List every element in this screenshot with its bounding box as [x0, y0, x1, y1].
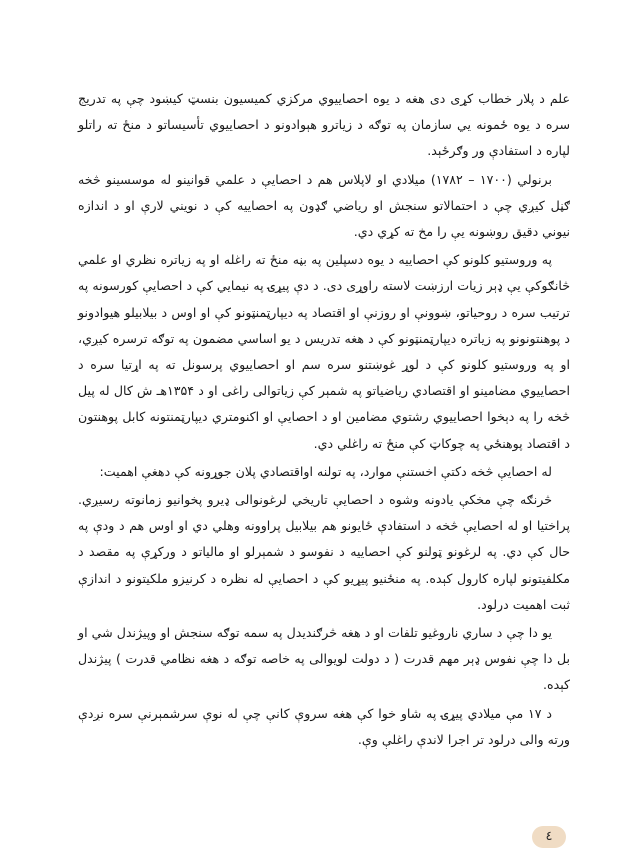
- paragraph-4-heading: له احصایې څخه دکتې اخستنې موارد، په تولنه اواقتصادي پلان جوړونه کې دهغې اهمیت:: [99, 463, 552, 479]
- page-number: ٤: [532, 826, 566, 848]
- paragraph-6: یو دا چې د ساري ناروغیو تلفات او د هغه څرګندیدل په سمه توګه سنجش او وپیژندل شي او بل دا چې نفوس ډېر مهم قدرت ( د دولت لویوالی په خاصه توګه د هغه نظامي قدرت ) پیژندل کېده.: [78, 625, 570, 693]
- paragraph-3: په وروستیو کلونو کې احصاییه د یوه دسپلین په بڼه منځ ته راغله او په زیاتره نظري او علمي څانګوکې یې ډېر زیات ارزښت لاسته راوړی دی. د دې پیړۍ په نیمایي کې د احصایې کورسونه په ترتیب سره د روحیاتو، ښوونې او روزنې او اقتصاد په دیپارټمنټونو کې او اوس د بیلابیلو هیوادونو د پوهنتونونو په زیاتره دیپارټمنټونو کې د هغه تدریس د یو اساسي مضمون په توګه ترسره کیږي، او په وروستیو کلونو کې د لوړ غوښتنو سره سم او احصاییوي پرسونل ته په اړتیا سره د احصاییوي مضامینو او اقتصادي ریاضیاتو په شمېر کې زیاتوالی راغی او د ۱۳۵۴هـ ش کال له پیل څخه را په دېخوا احصاییوي رشتوي مضامین او د احصایې او اکنومتري دیپارټمنتونه کابل پوهنتون د اقتصاد پوهنځي په چوکاټ کې منځ ته راغلي دي.: [78, 252, 570, 451]
- paragraph-2: برنولي (۱۷۰۰ – ۱۷۸۲) میلادي او لاپلاس هم د احصایې د علمي قوانینو له موسسینو څخه ګڼل کیږي چې د احتمالاتو سنجش او ریاضي ګډون په احصاییه کې د نویني لارې او د اندازه نیوني دقیق روښونه یې را مخ ته کړي دي.: [78, 171, 570, 240]
- paragraph-5: څرنګه چې مخکې یادونه وشوه د احصایې تاریخي لرغونوالی ډیرو پخوانیو زمانوته رسیږي. پراختیا او له احصایې څخه د استفادې ځایونو هم بیلابیل پراوونه وهلي دي او اوس هم د ودې په حال کې دي. په لرغونو ټولنو کې احصاییه د نفوسو د شمېرلو او مالیاتو د ورکړې په مقصد د مکلفیتونو لپاره کارول کېده. په منځنیو پیړیو کې د احصایې له نظره د کرنیزو ملکیتونو د اندازې ثبت اهمیت درلود.: [78, 492, 570, 612]
- paragraph-7: د ۱۷ مې میلادي پیړۍ په شاو خوا کې هغه سروې کانې چې له نوې سرشمېرنې سره نږدې ورته والی درلود تر اجرا لاندې راغلې وې.: [78, 705, 570, 747]
- paragraph-1: علم د پلار خطاب کړی دی هغه د یوه احصاییوي مرکزي کمیسیون بنسټ کیښود چې په تدریج سره د یوه ځمونه یي سازمان په توګه د زیاترو هېوادونو د احصاییوي تأسیساتو د منځ ته راتلو لپاره د استفادې ور وګرځېد.: [78, 91, 570, 159]
- document-body: [78, 86, 570, 755]
